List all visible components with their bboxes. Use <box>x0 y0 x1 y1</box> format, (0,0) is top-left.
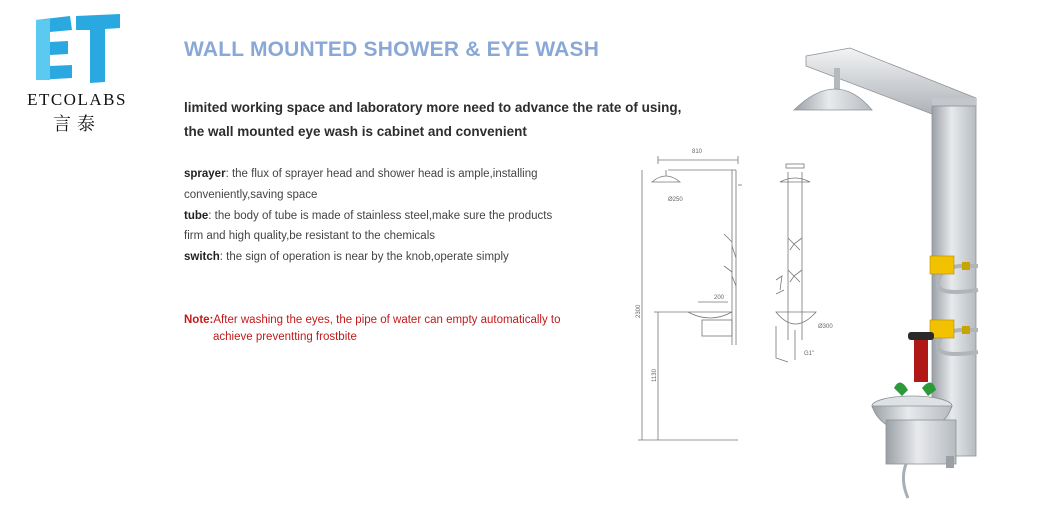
feature-sprayer <box>184 164 614 185</box>
feature-tube-cont: firm and high quality,be resistant to the chemicals <box>184 230 435 243</box>
product-illustration <box>790 40 990 500</box>
feature-term: tube <box>184 209 209 222</box>
intro-line: limited working space and laboratory more need to advance the rate of using, <box>184 100 682 115</box>
feature-switch <box>184 247 614 268</box>
feature-text: : the flux of sprayer head and shower head is ample,installing <box>225 168 538 180</box>
feature-list <box>184 164 614 268</box>
feature-tube <box>184 206 614 227</box>
dim-shower-label: Ø250 <box>668 197 683 203</box>
dim-height-label: 2300 <box>636 304 642 318</box>
note <box>184 312 614 346</box>
intro-text <box>184 96 704 144</box>
feature-text: : the body of tube is made of stainless steel,make sure the products <box>208 209 553 222</box>
note-text: After washing the eyes, the pipe of water can empty automatically to <box>213 314 561 326</box>
logo-chinese-name: 言泰 <box>53 114 101 135</box>
feature-term: switch <box>184 251 220 264</box>
feature-sprayer-cont: conveniently,saving space <box>184 188 318 201</box>
dim-width-label: 810 <box>692 149 703 155</box>
note-line-2: achieve preventting frostbite <box>213 331 357 343</box>
feature-term: sprayer <box>184 168 226 180</box>
dim-inlet-label: G1" <box>804 351 815 357</box>
page-title: WALL MOUNTED SHOWER & EYE WASH <box>184 38 600 61</box>
et-logo-icon <box>30 14 124 86</box>
dim-basin-height-label: 1130 <box>652 369 658 382</box>
dim-basin-label: Ø300 <box>818 324 833 330</box>
dim-basin-depth-label: 200 <box>714 295 725 301</box>
etcolabs-logo <box>18 14 136 134</box>
feature-text: : the sign of operation is near by the knob,operate simply <box>219 251 509 264</box>
logo-wordmark: ETCOLABS <box>27 90 127 109</box>
note-label: Note: <box>184 314 214 326</box>
note-line-1 <box>184 312 614 329</box>
intro-line: the wall mounted eye wash is cabinet and convenient <box>184 124 527 139</box>
